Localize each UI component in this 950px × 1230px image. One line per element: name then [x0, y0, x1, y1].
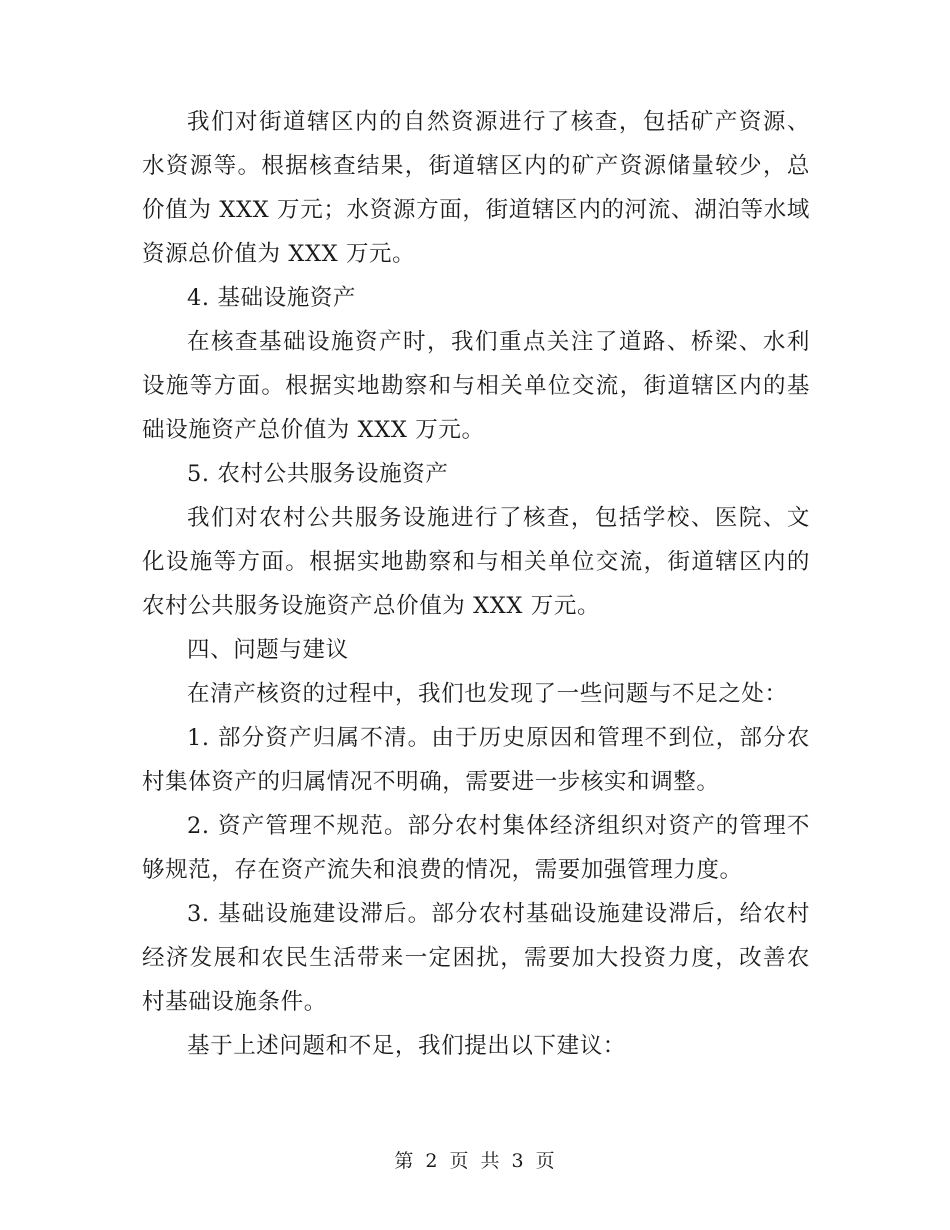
paragraph-natural-resources: 我们对街道辖区内的自然资源进行了核查，包括矿产资源、水资源等。根据核查结果，街道辖区内的矿产资源储量较少，总价值为 XXX 万元；水资源方面，街道辖区内的河流、湖泊等水域资源总价值为 XXX 万元。 [142, 109, 810, 267]
paragraph-infrastructure-assets: 在核查基础设施资产时，我们重点关注了道路、桥梁、水利设施等方面。根据实地勘察和与相关单位交流，街道辖区内的基础设施资产总价值为 XXX 万元。 [142, 329, 810, 443]
heading-public-service-assets: 5. 农村公共服务设施资产 [187, 461, 449, 487]
document-body [142, 100, 810, 1068]
heading-problems-suggestions: 四、问题与建议 [187, 637, 349, 663]
paragraph-problem-1: 1. 部分资产归属不清。由于历史原因和管理不到位，部分农村集体资产的归属情况不明确，需要进一步核实和调整。 [142, 725, 810, 795]
paragraph-suggestions-intro: 基于上述问题和不足，我们提出以下建议： [187, 1033, 626, 1059]
paragraph-problems-intro: 在清产核资的过程中，我们也发现了一些问题与不足之处： [187, 681, 788, 707]
page-number-footer: 第 2 页 共 3 页 [394, 1150, 556, 1172]
heading-infrastructure-assets: 4. 基础设施资产 [187, 285, 357, 311]
paragraph-problem-2: 2. 资产管理不规范。部分农村集体经济组织对资产的管理不够规范，存在资产流失和浪费的情况，需要加强管理力度。 [142, 813, 810, 883]
paragraph-problem-3: 3. 基础设施建设滞后。部分农村基础设施建设滞后，给农村经济发展和农民生活带来一定困扰，需要加大投资力度，改善农村基础设施条件。 [142, 901, 810, 1015]
paragraph-public-service-assets: 我们对农村公共服务设施进行了核查，包括学校、医院、文化设施等方面。根据实地勘察和与相关单位交流，街道辖区内的农村公共服务设施资产总价值为 XXX 万元。 [142, 505, 810, 619]
